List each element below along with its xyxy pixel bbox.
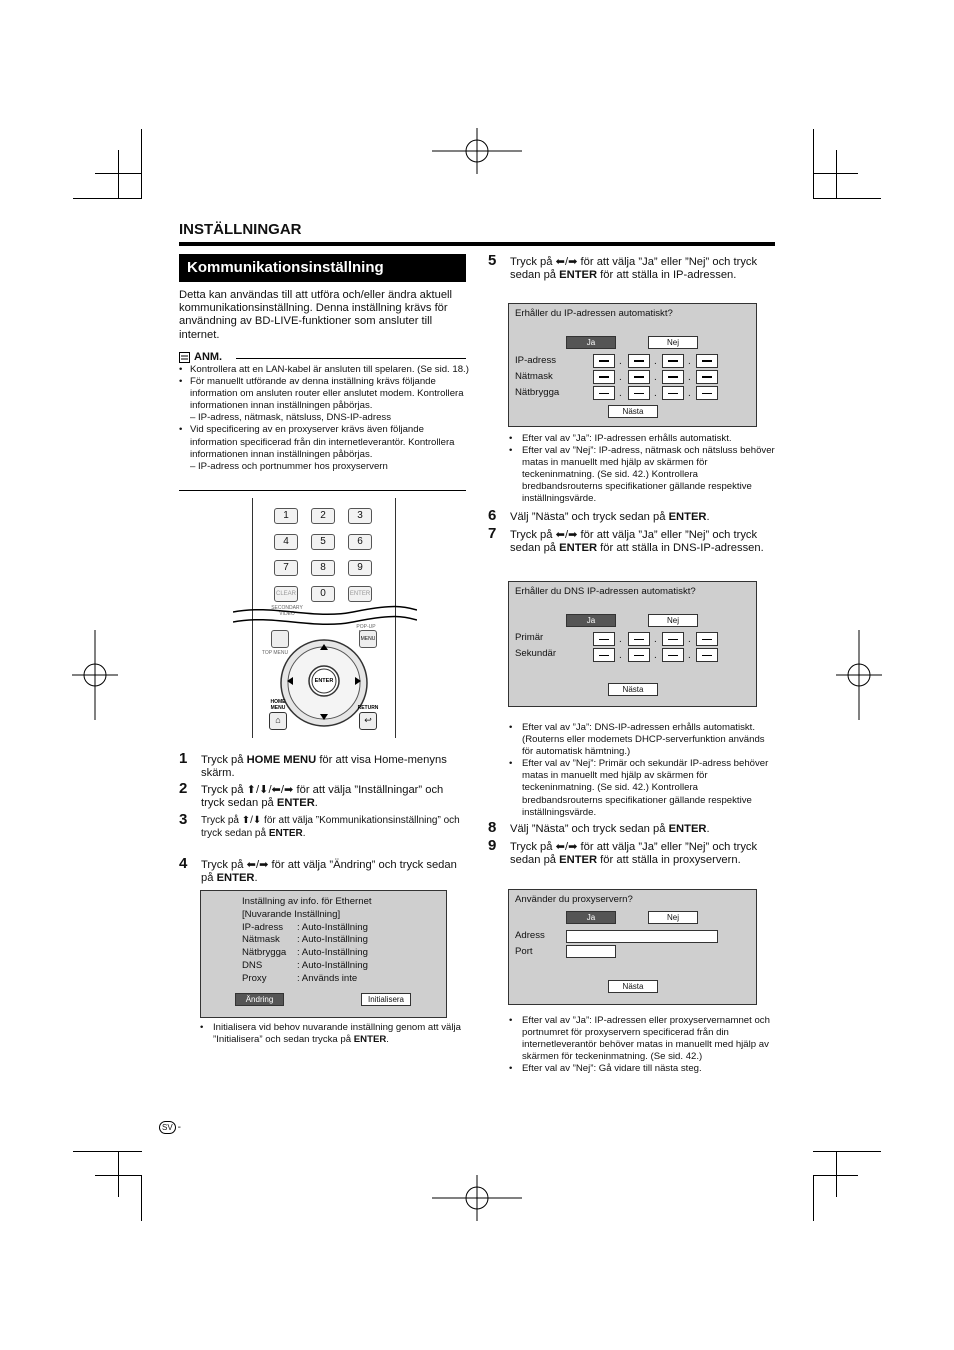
gateway-octet-field[interactable] [593, 386, 615, 400]
key-enter-small: ENTER [348, 586, 372, 602]
key-0: 0 [311, 586, 335, 602]
crop-mark [141, 129, 142, 199]
octet-separator: . [688, 634, 691, 645]
note-rule [236, 358, 466, 359]
octet-separator: . [654, 372, 657, 383]
registration-mark [432, 1175, 522, 1221]
setting-label: DNS [242, 960, 263, 971]
screen-question: Erhåller du IP-adressen automatiskt? [515, 308, 673, 319]
next-button[interactable]: Nästa [608, 683, 658, 696]
list-item: • Efter val av ”Ja”: IP-adressen eller proxyservernamnet och portnumret för proxyservern specificerad från din internetleverantör behöver matas in manuellt med hjälp av skärmen för teckeninmatning. (Se sid. 42.) [509, 1015, 777, 1063]
top-menu-label: TOP MENU [261, 650, 289, 656]
list-item: • Initialisera vid behov nuvarande inställning genom att välja ”Initialisera” och sedan trycka på ENTER. [200, 1022, 462, 1046]
netmask-octet-field[interactable] [628, 370, 650, 384]
crop-mark [813, 1175, 814, 1221]
octet-separator: . [688, 388, 691, 399]
setting-label: Proxy [242, 973, 267, 984]
screen-title: Inställning av info. för Ethernet [242, 896, 372, 907]
change-button[interactable]: Ändring [235, 993, 284, 1006]
octet-separator: . [654, 388, 657, 399]
divider [179, 490, 466, 491]
proxy-port-field[interactable] [566, 945, 616, 958]
primary-dns-octet-field[interactable] [662, 632, 684, 646]
step-5-notes [509, 433, 777, 506]
step-3: 3 Tryck på ⬆/⬇ för att välja ”Kommunikationsinställning” och tryck sedan på ENTER. [179, 811, 460, 839]
octet-separator: . [688, 650, 691, 661]
octet-separator: . [688, 356, 691, 367]
netmask-label: Nätmask [515, 371, 553, 382]
step-2: 2 Tryck på ⬆/⬇/⬅/➡ för att välja ”Inställningar” och tryck sedan på ENTER. [179, 780, 444, 809]
initialize-button[interactable]: Initialisera [361, 993, 411, 1006]
secondary-dns-octet-field[interactable] [696, 648, 718, 662]
return-label: RETURN [357, 705, 379, 711]
proxy-address-label: Adress [515, 930, 545, 941]
note-item: • För manuellt utförande av denna inställning krävs följande information om ansluten router eller anslutet modem. Kontrollera informationen innan inställningen påbörjas. [179, 376, 469, 412]
no-button[interactable]: Nej [648, 614, 698, 627]
secondary-dns-label: Sekundär [515, 648, 557, 659]
home-menu-label: HOME MENU [270, 699, 286, 711]
step-6: 6 Välj ”Nästa” och tryck sedan på ENTER. [488, 507, 710, 524]
step-9: 9 Tryck på ⬅/➡ för att välja ”Ja” eller ”Nej” och tryck sedan på ENTER för att ställa in proxyservern. [488, 837, 758, 866]
popup-menu-button: MENU [359, 630, 377, 648]
yes-button[interactable]: Ja [566, 614, 616, 627]
key-9: 9 [348, 560, 372, 576]
key-7: 7 [274, 560, 298, 576]
setting-value: : Auto-Inställning [297, 922, 368, 933]
crop-mark [118, 1151, 119, 1197]
step-8: 8 Välj ”Nästa” och tryck sedan på ENTER. [488, 819, 710, 836]
yes-button[interactable]: Ja [566, 911, 616, 924]
note-list [179, 364, 469, 473]
gateway-label: Nätbrygga [515, 387, 560, 398]
no-button[interactable]: Nej [648, 911, 698, 924]
netmask-octet-field[interactable] [696, 370, 718, 384]
crop-mark [118, 150, 119, 198]
remote-break-wave [233, 604, 417, 630]
secondary-video-label: SECONDARY VIDEO [271, 605, 303, 617]
no-button[interactable]: Nej [648, 336, 698, 349]
octet-separator: . [654, 634, 657, 645]
screen-question: Använder du proxyservern? [515, 894, 633, 905]
proxy-address-field[interactable] [566, 930, 718, 943]
home-menu-button: ⌂ [269, 712, 287, 730]
step-7: 7 Tryck på ⬅/➡ för att välja ”Ja” eller ”Nej” och tryck sedan på ENTER för att ställa in DNS-IP-adressen. [488, 525, 764, 554]
setting-value: : Auto-Inställning [297, 947, 368, 958]
key-3: 3 [348, 508, 372, 524]
note-subitem: – IP-adress, nätmask, nätsluss, DNS-IP-adress [190, 412, 392, 424]
crop-mark [836, 150, 837, 198]
note-subitem: – IP-adress och portnummer hos proxyservern [190, 460, 388, 472]
octet-separator: . [619, 634, 622, 645]
list-item: • Efter val av ”Nej”: Primär och sekundär IP-adress behöver matas in manuellt med hjälp av skärmen för teckeninmatning. (Se sid. 42.) Kontrollera bredbandsrouterns specifikationer gällande respektive inställningsvärde. [509, 758, 777, 818]
crop-mark [813, 129, 814, 199]
ip-octet-field[interactable] [628, 354, 650, 368]
ip-address-screen [508, 303, 757, 427]
setting-label: Nätmask [242, 934, 280, 945]
crop-mark [73, 1151, 142, 1152]
page-mark [159, 1121, 181, 1134]
registration-mark [432, 128, 522, 174]
crop-mark [813, 1151, 881, 1152]
step-4: 4 Tryck på ⬅/➡ för att välja ”Ändring” och tryck sedan på ENTER. [179, 855, 457, 884]
popup-menu-label: POP-UP [356, 624, 376, 630]
language-badge: SV [159, 1121, 176, 1134]
list-item: • Efter val av ”Ja”: DNS-IP-adressen erhålls automatiskt. (Routerns eller modemets DHCP-serverfunktion används för automatisk hämtning.) [509, 722, 777, 758]
netmask-octet-field[interactable] [662, 370, 684, 384]
note-item: • Vid specificering av en proxyserver krävs även följande information specificerad från din internetleverantör. Kontrollera informationen innan inställningen påbörjas. [179, 424, 469, 460]
page-title: Kommunikationsinställning [179, 254, 466, 282]
key-clear: CLEAR [274, 586, 298, 602]
note-item: • Kontrollera att en LAN-kabel är ansluten till spelaren. (Se sid. 18.) [179, 364, 469, 376]
octet-separator: . [654, 356, 657, 367]
registration-mark [72, 630, 118, 720]
primary-dns-label: Primär [515, 632, 544, 643]
step-5: 5 Tryck på ⬅/➡ för att välja ”Ja” eller ”Nej” och tryck sedan på ENTER för att ställa in IP-adressen. [488, 252, 758, 281]
dns-screen [508, 581, 757, 707]
key-6: 6 [348, 534, 372, 550]
gateway-octet-field[interactable] [662, 386, 684, 400]
page-dash: - [177, 1122, 182, 1133]
key-5: 5 [311, 534, 335, 550]
ip-octet-field[interactable] [696, 354, 718, 368]
setting-value: : Auto-Inställning [297, 934, 368, 945]
crop-mark [73, 198, 142, 199]
key-1: 1 [274, 508, 298, 524]
step-4-notes [200, 1022, 462, 1046]
next-button[interactable]: Nästa [608, 405, 658, 418]
setting-label: IP-adress [242, 922, 284, 933]
crop-mark [141, 1175, 142, 1221]
octet-separator: . [619, 650, 622, 661]
octet-separator: . [654, 650, 657, 661]
secondary-dns-octet-field[interactable] [593, 648, 615, 662]
dpad-enter-label: ENTER [314, 678, 334, 684]
list-item: • Efter val av ”Nej”: IP-adress, nätmask och nätsluss behöver matas in manuellt med hjälp av skärmen för teckeninmatning. (Se sid. 42.) Kontrollera bredbandsrouterns specifikationer gällande respektive inställningsvärde. [509, 445, 777, 505]
gateway-octet-field[interactable] [696, 386, 718, 400]
key-2: 2 [311, 508, 335, 524]
proxy-port-label: Port [515, 946, 533, 957]
primary-dns-octet-field[interactable] [593, 632, 615, 646]
octet-separator: . [619, 388, 622, 399]
ip-octet-field[interactable] [593, 354, 615, 368]
note-heading-label: ANM. [194, 351, 223, 363]
setting-value: : Används inte [297, 973, 358, 984]
key-4: 4 [274, 534, 298, 550]
netmask-octet-field[interactable] [593, 370, 615, 384]
step-9-notes [509, 1015, 777, 1075]
section-title: INSTÄLLNINGAR [179, 221, 302, 238]
registration-mark [836, 630, 882, 720]
primary-dns-octet-field[interactable] [628, 632, 650, 646]
crop-mark [813, 198, 881, 199]
screen-question: Erhåller du DNS IP-adressen automatiskt? [515, 586, 696, 597]
step-7-notes [509, 722, 777, 819]
step-1: 1 Tryck på HOME MENU för att visa Home-menyns skärm. [179, 750, 447, 779]
return-button: ↩ [359, 712, 377, 730]
gateway-octet-field[interactable] [628, 386, 650, 400]
octet-separator: . [619, 372, 622, 383]
remote-illustration [252, 498, 396, 738]
next-button[interactable]: Nästa [608, 980, 658, 993]
ip-address-label: IP-adress [515, 355, 557, 366]
list-item: • Efter val av ”Nej”: Gå vidare till nästa steg. [509, 1063, 777, 1075]
list-item: • Efter val av ”Ja”: IP-adressen erhålls automatiskt. [509, 433, 777, 445]
screen-subtitle: [Nuvarande Inställning] [242, 909, 341, 920]
setting-value: : Auto-Inställning [297, 960, 368, 971]
note-icon [179, 352, 190, 363]
intro-text: Detta kan användas till att utföra och/eller ändra aktuell kommunikationsinställning. Denna inställning krävs för användning av BD-LIVE-funktioner som ansluter till internet. [179, 289, 453, 341]
proxy-screen [508, 889, 757, 1005]
crop-mark [836, 1151, 837, 1197]
note-heading [179, 351, 222, 363]
yes-button[interactable]: Ja [566, 336, 616, 349]
ethernet-info-screen [200, 890, 447, 1018]
ip-octet-field[interactable] [662, 354, 684, 368]
octet-separator: . [688, 372, 691, 383]
key-8: 8 [311, 560, 335, 576]
octet-separator: . [619, 356, 622, 367]
section-rule [179, 242, 775, 246]
primary-dns-octet-field[interactable] [696, 632, 718, 646]
setting-label: Nätbrygga [242, 947, 287, 958]
secondary-dns-octet-field[interactable] [662, 648, 684, 662]
secondary-dns-octet-field[interactable] [628, 648, 650, 662]
